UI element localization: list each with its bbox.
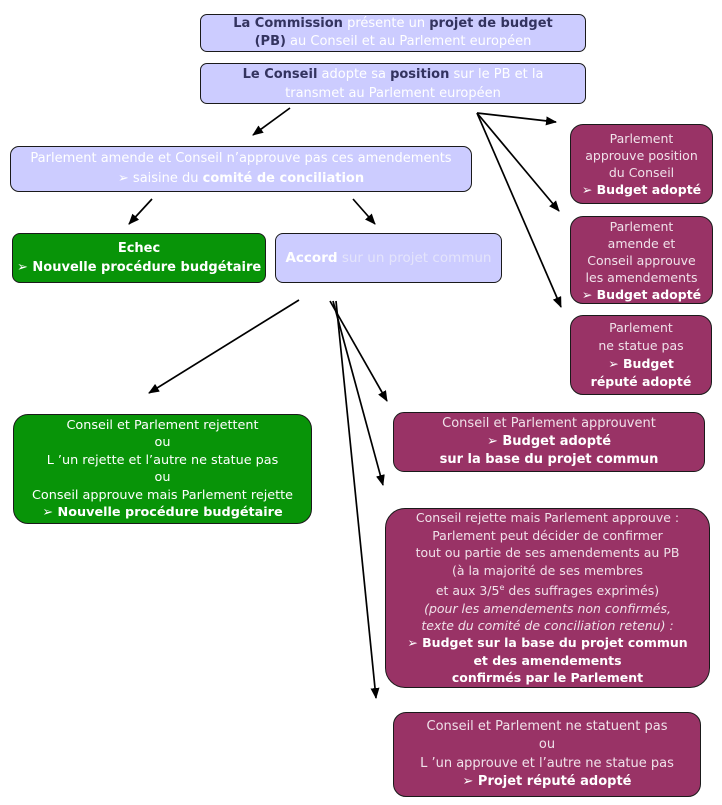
cr-l10: confirmés par le Parlement — [451, 670, 644, 686]
arrow-accord-to-rejet — [149, 300, 299, 393]
text-line — [575, 218, 708, 235]
conseil-reg1: adopte sa — [317, 66, 391, 82]
ns-l4: réputé adopté — [590, 374, 692, 389]
text-line — [18, 487, 307, 505]
box-rejet-nouvelle-procedure — [13, 414, 312, 524]
ns-l2: ne statue pas — [598, 338, 684, 353]
text-line — [398, 718, 696, 737]
text-line — [575, 147, 708, 164]
box-parlement-approuve-position — [570, 124, 713, 204]
arrow-accord-to-conseil-rejette — [333, 301, 383, 485]
text-line — [390, 617, 705, 634]
text-line — [18, 434, 307, 452]
text-line — [205, 65, 581, 84]
nsp-projet-repute-adopte: ➢ Projet réputé adopté — [462, 774, 632, 789]
nsp-l2: ou — [538, 737, 556, 752]
cr-l5-sup: e — [499, 582, 505, 593]
text-line — [575, 355, 707, 373]
text-line — [15, 149, 467, 169]
rj-l1: Conseil et Parlement rejettent — [66, 417, 259, 433]
cr-l9: et des amendements — [473, 652, 622, 668]
text-line — [18, 417, 307, 435]
text-line — [575, 181, 708, 198]
aa-budget-adopte: ➢ Budget adopté — [581, 286, 702, 302]
ns-l1: Parlement — [609, 320, 673, 335]
rj-l2: ou — [154, 435, 171, 450]
text-line — [575, 235, 708, 252]
ns-l3: ➢ Budget — [608, 356, 674, 371]
ap-budget-adopte: ➢ Budget adopté — [581, 182, 702, 197]
text-line — [205, 33, 581, 51]
text-line — [575, 164, 708, 181]
aa-l1: Parlement — [609, 218, 674, 234]
conseil-bold: Le Conseil — [242, 66, 318, 82]
text-line — [18, 452, 307, 470]
cr-l1: Conseil rejette mais Parlement approuve : — [415, 510, 680, 526]
rj-l5: Conseil approuve mais Parlement rejette — [31, 487, 294, 503]
text-line — [17, 258, 261, 277]
text-line — [390, 509, 705, 526]
comite-bold: comité de conciliation — [202, 171, 365, 186]
text-line — [390, 562, 705, 579]
box-ne-statuent-pas-projet-repute-adopte — [393, 712, 701, 797]
arrow-conseil-to-conciliation — [253, 108, 290, 135]
ab-l1: Conseil et Parlement approuvent — [442, 416, 656, 431]
rj-l3: L ’un rejette et l’autre ne statue pas — [46, 452, 279, 468]
accord-reg: sur un projet commun — [337, 250, 492, 266]
aa-l3: Conseil approuve — [587, 252, 696, 268]
cr-l3: tout ou partie de ses amendements au PB — [415, 545, 680, 561]
commission-reg: présente un — [342, 16, 430, 31]
aa-l4: les amendements — [585, 269, 698, 285]
box-parlement-amende-conseil-approuve — [570, 216, 713, 304]
ab-budget-adopte: ➢ Budget adopté — [486, 434, 612, 449]
arrow-conseil-to-amende-approuve — [477, 113, 559, 211]
nsp-l3: L ’un approuve et l’autre ne statue pas — [420, 755, 674, 771]
text-line — [390, 669, 705, 686]
box-commission-presente-projet — [200, 14, 586, 52]
text-line — [390, 527, 705, 544]
text-line — [280, 250, 497, 266]
cr-l2: Parlement peut décider de confirmer — [432, 527, 663, 543]
text-line — [390, 579, 705, 600]
text-line — [398, 736, 696, 755]
cr-l7-italic: texte du comité de conciliation retenu) : — [421, 617, 674, 633]
nsp-l1: Conseil et Parlement ne statuent pas — [426, 718, 668, 734]
box-accord-projet-commun — [275, 233, 502, 283]
text-line — [398, 433, 700, 451]
ap-l3: du Conseil — [608, 165, 675, 180]
text-line — [575, 269, 708, 286]
text-line — [15, 169, 467, 189]
nouvelle-procedure: ➢ Nouvelle procédure budgétaire — [17, 260, 262, 275]
arrow-conciliation-to-echec — [129, 199, 152, 224]
text-line — [575, 252, 708, 269]
saisine-reg: ➢ saisine du — [117, 171, 203, 186]
text-line — [18, 504, 307, 522]
text-line — [17, 239, 261, 258]
text-line — [398, 451, 700, 469]
cr-l4: (à la majorité de ses membres — [451, 562, 644, 578]
text-line — [575, 286, 708, 303]
aa-l2: amende et — [607, 235, 676, 251]
box-conseil-adopte-position — [200, 63, 586, 104]
text-line — [575, 130, 708, 147]
text-line — [390, 544, 705, 561]
text-line — [205, 84, 581, 103]
ap-l1: Parlement — [609, 131, 674, 146]
rj-l4: ou — [154, 470, 171, 485]
text-line — [398, 415, 700, 433]
conciliation-reg: Parlement amende et Conseil n’approuve pas ces amendements — [30, 151, 452, 166]
text-line — [575, 319, 707, 337]
projet-budget-bold: projet de budget — [429, 16, 553, 31]
text-line — [390, 600, 705, 617]
accord-bold: Accord — [285, 250, 338, 266]
text-line — [390, 652, 705, 669]
cr-l5a: et aux 3/5 — [435, 583, 500, 599]
box-saisine-comite-conciliation — [10, 146, 472, 192]
arrow-conseil-to-approuve-position — [477, 113, 556, 122]
box-echec — [12, 233, 266, 283]
commission-bold: La Commission — [233, 16, 343, 31]
position-bold: position — [390, 66, 450, 82]
text-line — [18, 469, 307, 487]
text-line — [205, 15, 581, 33]
text-line — [575, 373, 707, 391]
commission-reg2: au Conseil et au Parlement européen — [285, 34, 532, 49]
ab-l3: sur la base du projet commun — [439, 452, 659, 467]
cr-l5b: des suffrages exprimés) — [504, 583, 660, 599]
arrow-accord-to-approbation — [330, 301, 387, 401]
conseil-reg3: transmet au Parlement européen — [285, 85, 501, 101]
box-parlement-ne-statue-pas — [570, 315, 712, 395]
ap-l2: approuve position — [585, 148, 698, 163]
rj-nouvelle-procedure: ➢ Nouvelle procédure budgétaire — [42, 505, 283, 520]
text-line — [390, 634, 705, 651]
box-conseil-parlement-approuvent — [393, 412, 705, 472]
conseil-reg2: sur le PB et la — [449, 66, 544, 82]
pb-bold: (PB) — [254, 34, 286, 49]
cr-l6-italic: (pour les amendements non confirmés, — [424, 600, 671, 616]
box-conseil-rejette-parlement-approuve — [385, 508, 710, 688]
arrow-accord-to-ne-statuent-pas — [336, 301, 376, 698]
cr-budget-base-projet: ➢ Budget sur la base du projet commun — [407, 635, 688, 651]
text-line — [398, 773, 696, 792]
text-line — [575, 337, 707, 355]
echec-title: Echec — [117, 241, 161, 256]
arrow-conciliation-to-accord — [353, 199, 375, 224]
text-line — [398, 755, 696, 774]
